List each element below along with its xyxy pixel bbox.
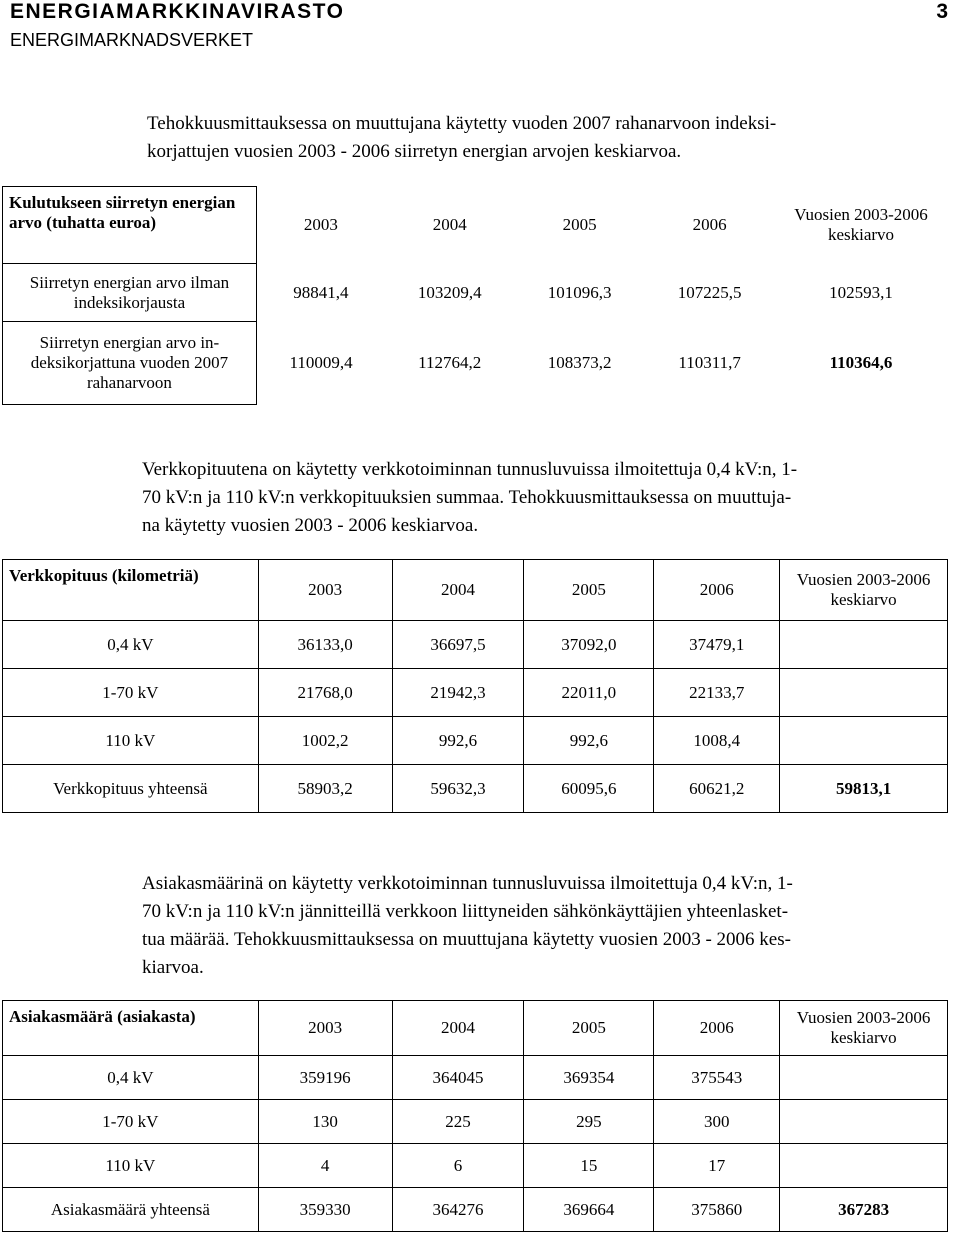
row-label: Siirretyn energian arvo ilman indeksikorjausta bbox=[3, 264, 257, 322]
value-cell: 59632,3 bbox=[392, 765, 524, 813]
value-cell: 58903,2 bbox=[258, 765, 392, 813]
row-label: Siirretyn energian arvo in-deksikorjattuna vuoden 2007 rahanarvoon bbox=[3, 322, 257, 405]
value-cell: 37479,1 bbox=[654, 621, 780, 669]
row-label: 0,4 kV bbox=[3, 1056, 259, 1100]
year-header: 2003 bbox=[258, 560, 392, 621]
year-header: 2006 bbox=[654, 1001, 780, 1056]
table-header-row bbox=[3, 560, 948, 621]
value-cell: 22133,7 bbox=[654, 669, 780, 717]
value-cell: 112764,2 bbox=[418, 353, 482, 372]
customer-count-table bbox=[2, 1000, 948, 1232]
value-cell: 22011,0 bbox=[524, 669, 654, 717]
average-cell bbox=[780, 717, 948, 765]
year-header: 2006 bbox=[654, 560, 780, 621]
value-cell: 60095,6 bbox=[524, 765, 654, 813]
value-cell: 110311,7 bbox=[678, 353, 741, 372]
year-header: 2004 bbox=[392, 1001, 524, 1056]
value-cell: 359196 bbox=[258, 1056, 392, 1100]
row-label: Asiakasmäärä yhteensä bbox=[3, 1188, 259, 1232]
paragraph-line: kiarvoa. bbox=[142, 957, 204, 978]
document-header-title: ENERGIAMARKKINAVIRASTO bbox=[10, 0, 345, 23]
value-cell: 364276 bbox=[392, 1188, 524, 1232]
page-number: 3 bbox=[936, 0, 948, 23]
value-cell: 992,6 bbox=[392, 717, 524, 765]
year-header: 2005 bbox=[562, 215, 597, 234]
average-cell: 110364,6 bbox=[829, 353, 893, 372]
table-row bbox=[3, 717, 948, 765]
table-header-row bbox=[3, 1001, 948, 1056]
year-header: 2005 bbox=[524, 1001, 654, 1056]
year-header: 2003 bbox=[303, 215, 338, 234]
value-cell: 130 bbox=[258, 1100, 392, 1144]
average-header: Vuosien 2003-2006 keskiarvo bbox=[794, 205, 928, 244]
average-cell bbox=[780, 1144, 948, 1188]
year-header: 2004 bbox=[432, 215, 467, 234]
table-header-label: Asiakasmäärä (asiakasta) bbox=[3, 1001, 259, 1056]
value-cell: 17 bbox=[654, 1144, 780, 1188]
row-label: Verkkopituus yhteensä bbox=[3, 765, 259, 813]
value-cell: 375860 bbox=[654, 1188, 780, 1232]
year-header: 2004 bbox=[392, 560, 524, 621]
value-cell: 37092,0 bbox=[524, 621, 654, 669]
average-cell: 102593,1 bbox=[829, 282, 893, 302]
table-header-label: Kulutukseen siirretyn energian arvo (tuhatta euroa) bbox=[3, 187, 257, 264]
value-cell: 107225,5 bbox=[677, 282, 742, 302]
average-header: Vuosien 2003-2006 keskiarvo bbox=[780, 1001, 948, 1056]
value-cell: 98841,4 bbox=[293, 282, 349, 302]
value-cell: 1002,2 bbox=[258, 717, 392, 765]
average-cell bbox=[780, 1056, 948, 1100]
value-cell: 103209,4 bbox=[417, 282, 482, 302]
year-header: 2005 bbox=[524, 560, 654, 621]
paragraph-line: 70 kV:n ja 110 kV:n verkkopituuksien summaa. Tehokkuusmittauksessa on muuttuja- bbox=[142, 487, 792, 508]
document-header-subtitle: ENERGIMARKNADSVERKET bbox=[10, 30, 254, 50]
energy-value-table bbox=[2, 186, 948, 405]
paragraph-line: tua määrää. Tehokkuusmittauksessa on muuttujana käytetty vuosien 2003 - 2006 kes- bbox=[142, 929, 791, 950]
value-cell: 1008,4 bbox=[654, 717, 780, 765]
paragraph-line: korjattujen vuosien 2003 - 2006 siirretyn energian arvojen keskiarvoa. bbox=[147, 141, 682, 162]
value-cell: 15 bbox=[524, 1144, 654, 1188]
table-row bbox=[3, 621, 948, 669]
value-cell: 108373,2 bbox=[547, 353, 612, 372]
year-header: 2006 bbox=[692, 215, 727, 234]
paragraph-line: na käytetty vuosien 2003 - 2006 keskiarvoa. bbox=[142, 515, 479, 536]
row-label: 1-70 kV bbox=[3, 1100, 259, 1144]
table-header-row bbox=[3, 187, 949, 264]
value-cell: 21768,0 bbox=[258, 669, 392, 717]
value-cell: 36697,5 bbox=[392, 621, 524, 669]
customer-count-paragraph bbox=[142, 870, 952, 982]
row-label: 110 kV bbox=[3, 1144, 259, 1188]
value-cell: 110009,4 bbox=[289, 353, 353, 372]
table-row bbox=[3, 264, 949, 322]
average-cell: 59813,1 bbox=[780, 765, 948, 813]
row-label: 110 kV bbox=[3, 717, 259, 765]
row-label: 0,4 kV bbox=[3, 621, 259, 669]
network-length-paragraph bbox=[142, 456, 952, 540]
average-cell bbox=[780, 669, 948, 717]
paragraph-line: Tehokkuusmittauksessa on muuttujana käytetty vuoden 2007 rahanarvoon indeksi- bbox=[147, 113, 777, 134]
energy-value-paragraph bbox=[147, 110, 952, 166]
table-row bbox=[3, 765, 948, 813]
value-cell: 359330 bbox=[258, 1188, 392, 1232]
paragraph-line: Asiakasmäärinä on käytetty verkkotoiminnan tunnusluvuissa ilmoitettuja 0,4 kV:n, 1- bbox=[142, 873, 793, 894]
value-cell: 369664 bbox=[524, 1188, 654, 1232]
value-cell: 4 bbox=[258, 1144, 392, 1188]
table-row bbox=[3, 1100, 948, 1144]
average-cell bbox=[780, 1100, 948, 1144]
value-cell: 375543 bbox=[654, 1056, 780, 1100]
value-cell: 992,6 bbox=[524, 717, 654, 765]
value-cell: 300 bbox=[654, 1100, 780, 1144]
value-cell: 295 bbox=[524, 1100, 654, 1144]
value-cell: 6 bbox=[392, 1144, 524, 1188]
paragraph-line: Verkkopituutena on käytetty verkkotoiminnan tunnusluvuissa ilmoitettuja 0,4 kV:n, 1- bbox=[142, 459, 798, 480]
table-row bbox=[3, 1144, 948, 1188]
value-cell: 364045 bbox=[392, 1056, 524, 1100]
year-header: 2003 bbox=[258, 1001, 392, 1056]
table-header-label: Verkkopituus (kilometriä) bbox=[3, 560, 259, 621]
average-header: Vuosien 2003-2006 keskiarvo bbox=[780, 560, 948, 621]
value-cell: 369354 bbox=[524, 1056, 654, 1100]
table-row bbox=[3, 669, 948, 717]
average-cell bbox=[780, 621, 948, 669]
value-cell: 225 bbox=[392, 1100, 524, 1144]
average-cell: 367283 bbox=[780, 1188, 948, 1232]
paragraph-line: 70 kV:n ja 110 kV:n jännitteillä verkkoon liittyneiden sähkönkäyttäjien yhteenlasket- bbox=[142, 901, 789, 922]
table-row bbox=[3, 1056, 948, 1100]
table-row bbox=[3, 1188, 948, 1232]
row-label: 1-70 kV bbox=[3, 669, 259, 717]
value-cell: 21942,3 bbox=[392, 669, 524, 717]
network-length-table bbox=[2, 559, 948, 813]
table-row bbox=[3, 322, 949, 405]
value-cell: 60621,2 bbox=[654, 765, 780, 813]
value-cell: 36133,0 bbox=[258, 621, 392, 669]
value-cell: 101096,3 bbox=[547, 282, 612, 302]
